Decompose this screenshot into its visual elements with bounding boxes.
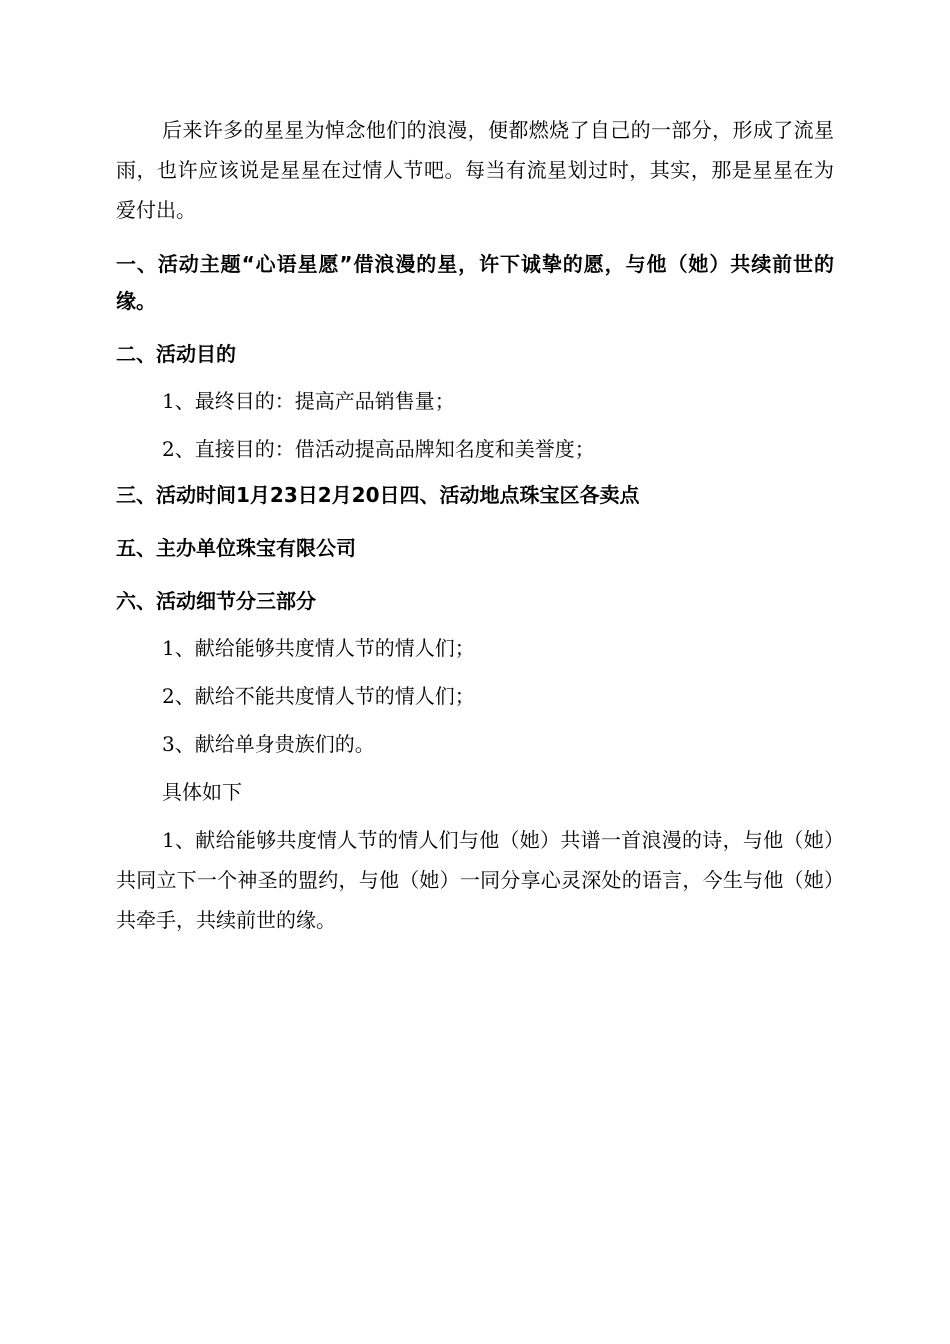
heading-activity-theme: 一、活动主题“心语星愿”借浪漫的星，许下诚挚的愿，与他（她）共续前世的缘。 <box>116 252 834 313</box>
specifics-label: 具体如下 <box>162 780 242 804</box>
goal-item-2: 2、直接目的：借活动提高品牌知名度和美誉度； <box>162 437 595 461</box>
intro-paragraph: 后来许多的星星为悼念他们的浪漫，便都燃烧了自己的一部分，形成了流星雨，也许应该说是星星在过情人节吧。每当有流星划过时，其实，那是星星在为爱付出。 <box>116 118 834 222</box>
heading-activity-details: 六、活动细节分三部分 <box>116 589 316 613</box>
heading-activity-purpose: 二、活动目的 <box>116 342 236 366</box>
heading-activity-time-location: 三、活动时间1月23日2月20日四、活动地点珠宝区各卖点 <box>116 483 640 507</box>
detail-item-3: 3、献给单身贵族们的。 <box>162 732 375 756</box>
detail-item-2: 2、献给不能共度情人节的情人们； <box>162 684 475 708</box>
specific-paragraph-1: 1、献给能够共度情人节的情人们与他（她）共谱一首浪漫的诗，与他（她）共同立下一个神圣的盟约，与他（她）一同分享心灵深处的语言，今生与他（她）共牵手，共续前世的缘。 <box>116 828 834 932</box>
goal-item-1: 1、最终目的：提高产品销售量； <box>162 389 455 413</box>
document-page <box>116 110 834 940</box>
heading-organizer: 五、主办单位珠宝有限公司 <box>116 536 356 560</box>
detail-item-1: 1、献给能够共度情人节的情人们； <box>162 636 475 660</box>
